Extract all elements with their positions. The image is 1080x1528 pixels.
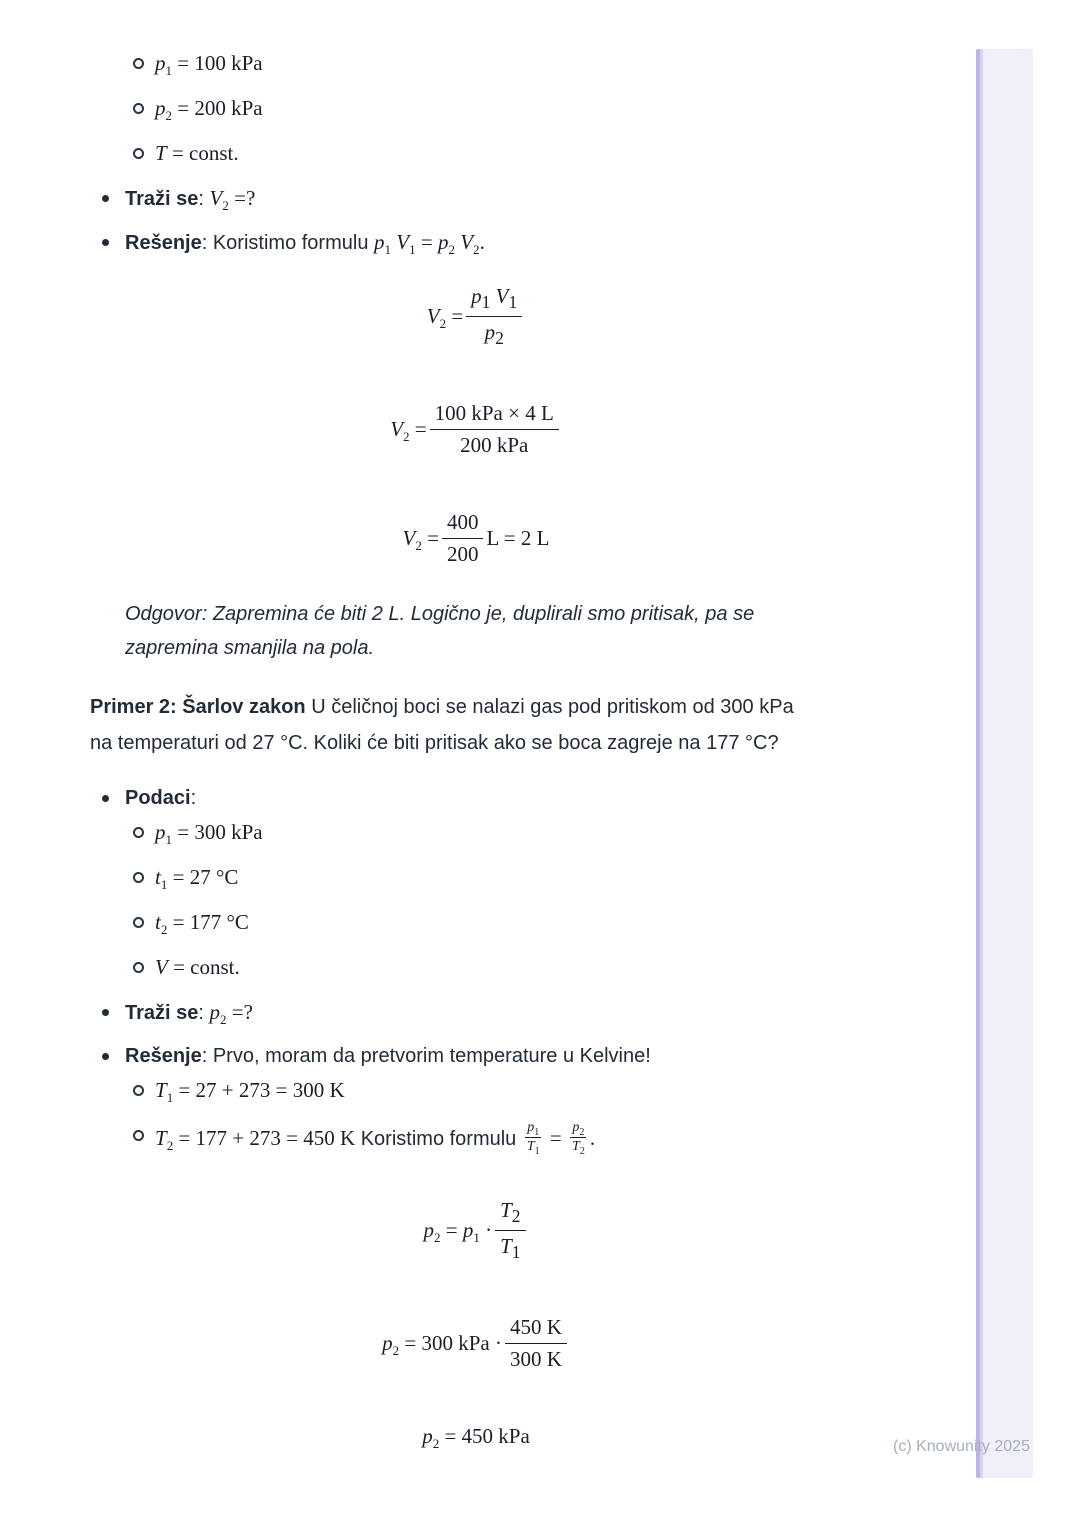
kelvin-list: [90, 1077, 862, 1157]
colon: :: [201, 1045, 213, 1068]
list-item-trazi-se: [90, 185, 862, 212]
fraction-denominator: 300 K: [509, 1346, 562, 1371]
display-formula: [90, 1198, 862, 1263]
display-formula: [90, 284, 862, 349]
fraction: [430, 401, 559, 458]
heading-text: U čeličnoj boci se nalazi gas pod pritiskom od 300 kPa: [305, 696, 794, 719]
label-podaci: Podaci: [125, 787, 191, 810]
math-expression: V = const.: [155, 955, 240, 980]
formula-lhs: $V_2$ =: [402, 526, 439, 554]
circle-bullet-icon: [133, 1130, 144, 1141]
list-item: [90, 909, 862, 936]
formula-rhs: L = 2 L: [486, 526, 550, 551]
resenje-text: Prvo, moram da pretvorim temperature u Kelvine!: [212, 1045, 651, 1068]
fraction: [495, 1198, 525, 1263]
circle-bullet-icon: [133, 148, 144, 159]
answer-paragraph: [125, 597, 810, 665]
fraction-numerator: 400: [442, 510, 484, 539]
fraction-denominator: 200: [446, 542, 479, 567]
display-formula: [90, 1315, 862, 1372]
circle-bullet-icon: [133, 58, 144, 69]
list-item-resenje: [90, 229, 862, 256]
inline-fraction: [525, 1120, 542, 1158]
fraction-numerator: $p_2$: [572, 1120, 585, 1139]
list-item: [90, 1077, 862, 1104]
math-expression: $p_2 = 200$ kPa: [155, 96, 263, 124]
math-expression: $p_2$ =?: [209, 1000, 253, 1028]
math-expression: $p_1 = 100$ kPa: [155, 51, 263, 79]
heading-bold: Primer 2: Šarlov zakon: [90, 696, 306, 719]
equals-sign: =: [544, 1126, 568, 1151]
formula-lhs: $p_2 = 300$ kPa ·: [382, 1330, 502, 1359]
list-item: [90, 864, 862, 891]
fraction-numerator: $p_1$: [527, 1120, 540, 1139]
circle-bullet-icon: [133, 872, 144, 883]
fraction-denominator: $T_1$: [500, 1233, 521, 1262]
document-content: [90, 0, 862, 1452]
fraction-numerator: $p_1$ $V_1$: [466, 284, 522, 317]
fraction-denominator: 200 kPa: [460, 433, 529, 458]
math-expression: $p_1$ $V_1 = p_2$ $V_2$.: [374, 230, 485, 258]
fraction-numerator: $T_2$: [495, 1198, 525, 1231]
period: .: [589, 1126, 596, 1151]
label-resenje: Rešenje: [125, 232, 202, 254]
bullet-icon: [102, 239, 109, 246]
bullet-icon: [102, 795, 109, 802]
circle-bullet-icon: [133, 1085, 144, 1096]
heading-line: [90, 689, 862, 725]
fraction: [442, 510, 484, 567]
list-item: [90, 95, 862, 122]
bullet-icon: [102, 195, 109, 202]
list-item-podaci: [90, 785, 862, 811]
formula-lhs: $V_2$ =: [390, 417, 427, 445]
math-expression: $t_1 = 27$ °C: [155, 865, 239, 893]
fraction-numerator: 450 K: [505, 1315, 567, 1344]
fraction: [505, 1315, 567, 1372]
colon: :: [198, 188, 210, 210]
display-formula: [90, 510, 862, 567]
bullet-icon: [102, 1053, 109, 1060]
list-item-resenje: [90, 1043, 862, 1069]
fraction-denominator: $T_1$: [526, 1139, 540, 1158]
bullet-icon: [102, 1009, 109, 1016]
display-formula: [90, 401, 862, 458]
label-resenje: Rešenje: [125, 1045, 202, 1068]
kelvin-text: Koristimo formulu: [355, 1128, 522, 1151]
heading-line: na temperaturi od 27 °C. Koliki će biti pritisak ako se boca zagreje na 177 °C?: [90, 732, 779, 755]
list-item: [90, 819, 862, 846]
fraction: [466, 284, 522, 349]
answer-line: zapremina smanjila na pola.: [125, 637, 375, 660]
example2-heading: [90, 689, 862, 761]
formula-lhs: $V_2$ =: [426, 304, 464, 332]
colon: :: [201, 232, 213, 254]
list-item-trazi-se: [90, 999, 862, 1026]
math-expression: $T_2 = 177 + 273 = 450$ K: [155, 1126, 356, 1154]
answer-line: Odgovor: Zapremina će biti 2 L. Logično je, duplirali smo pritisak, pa se: [125, 603, 755, 626]
label-trazi-se: Traži se: [125, 1002, 199, 1025]
fraction-denominator: $p_2$: [484, 320, 504, 349]
example1-data-list: [90, 50, 862, 167]
page-edge-strip: [976, 49, 1033, 1478]
circle-bullet-icon: [133, 103, 144, 114]
circle-bullet-icon: [133, 827, 144, 838]
math-expression: $t_2 = 177$ °C: [155, 910, 249, 938]
list-item: [90, 140, 862, 167]
fraction-denominator: $T_2$: [572, 1139, 585, 1158]
math-expression: T = const.: [155, 141, 239, 165]
formula-lhs: $p_2 = 450$ kPa: [422, 1423, 530, 1452]
colon: :: [190, 787, 197, 810]
math-expression: $T_1 = 27 + 273 = 300$ K: [155, 1078, 345, 1106]
circle-bullet-icon: [133, 917, 144, 928]
math-expression: $p_1 = 300$ kPa: [155, 820, 263, 848]
example2-data-list: [90, 819, 862, 981]
fraction-numerator: 100 kPa × 4 L: [430, 401, 559, 430]
colon: :: [198, 1002, 210, 1025]
inline-fraction: [570, 1120, 587, 1158]
display-formula: [90, 1423, 862, 1452]
copyright-watermark: (c) Knowunity 2025: [893, 1438, 1030, 1455]
label-trazi-se: Traži se: [125, 188, 199, 210]
list-item: [90, 50, 862, 77]
formula-lhs: $p_2 = p_1$ ·: [423, 1217, 493, 1245]
list-item: [90, 1122, 862, 1157]
circle-bullet-icon: [133, 962, 144, 973]
math-expression: $V_2$ =?: [209, 186, 256, 214]
list-item: [90, 954, 862, 981]
resenje-text: Koristimo formulu: [212, 232, 374, 254]
